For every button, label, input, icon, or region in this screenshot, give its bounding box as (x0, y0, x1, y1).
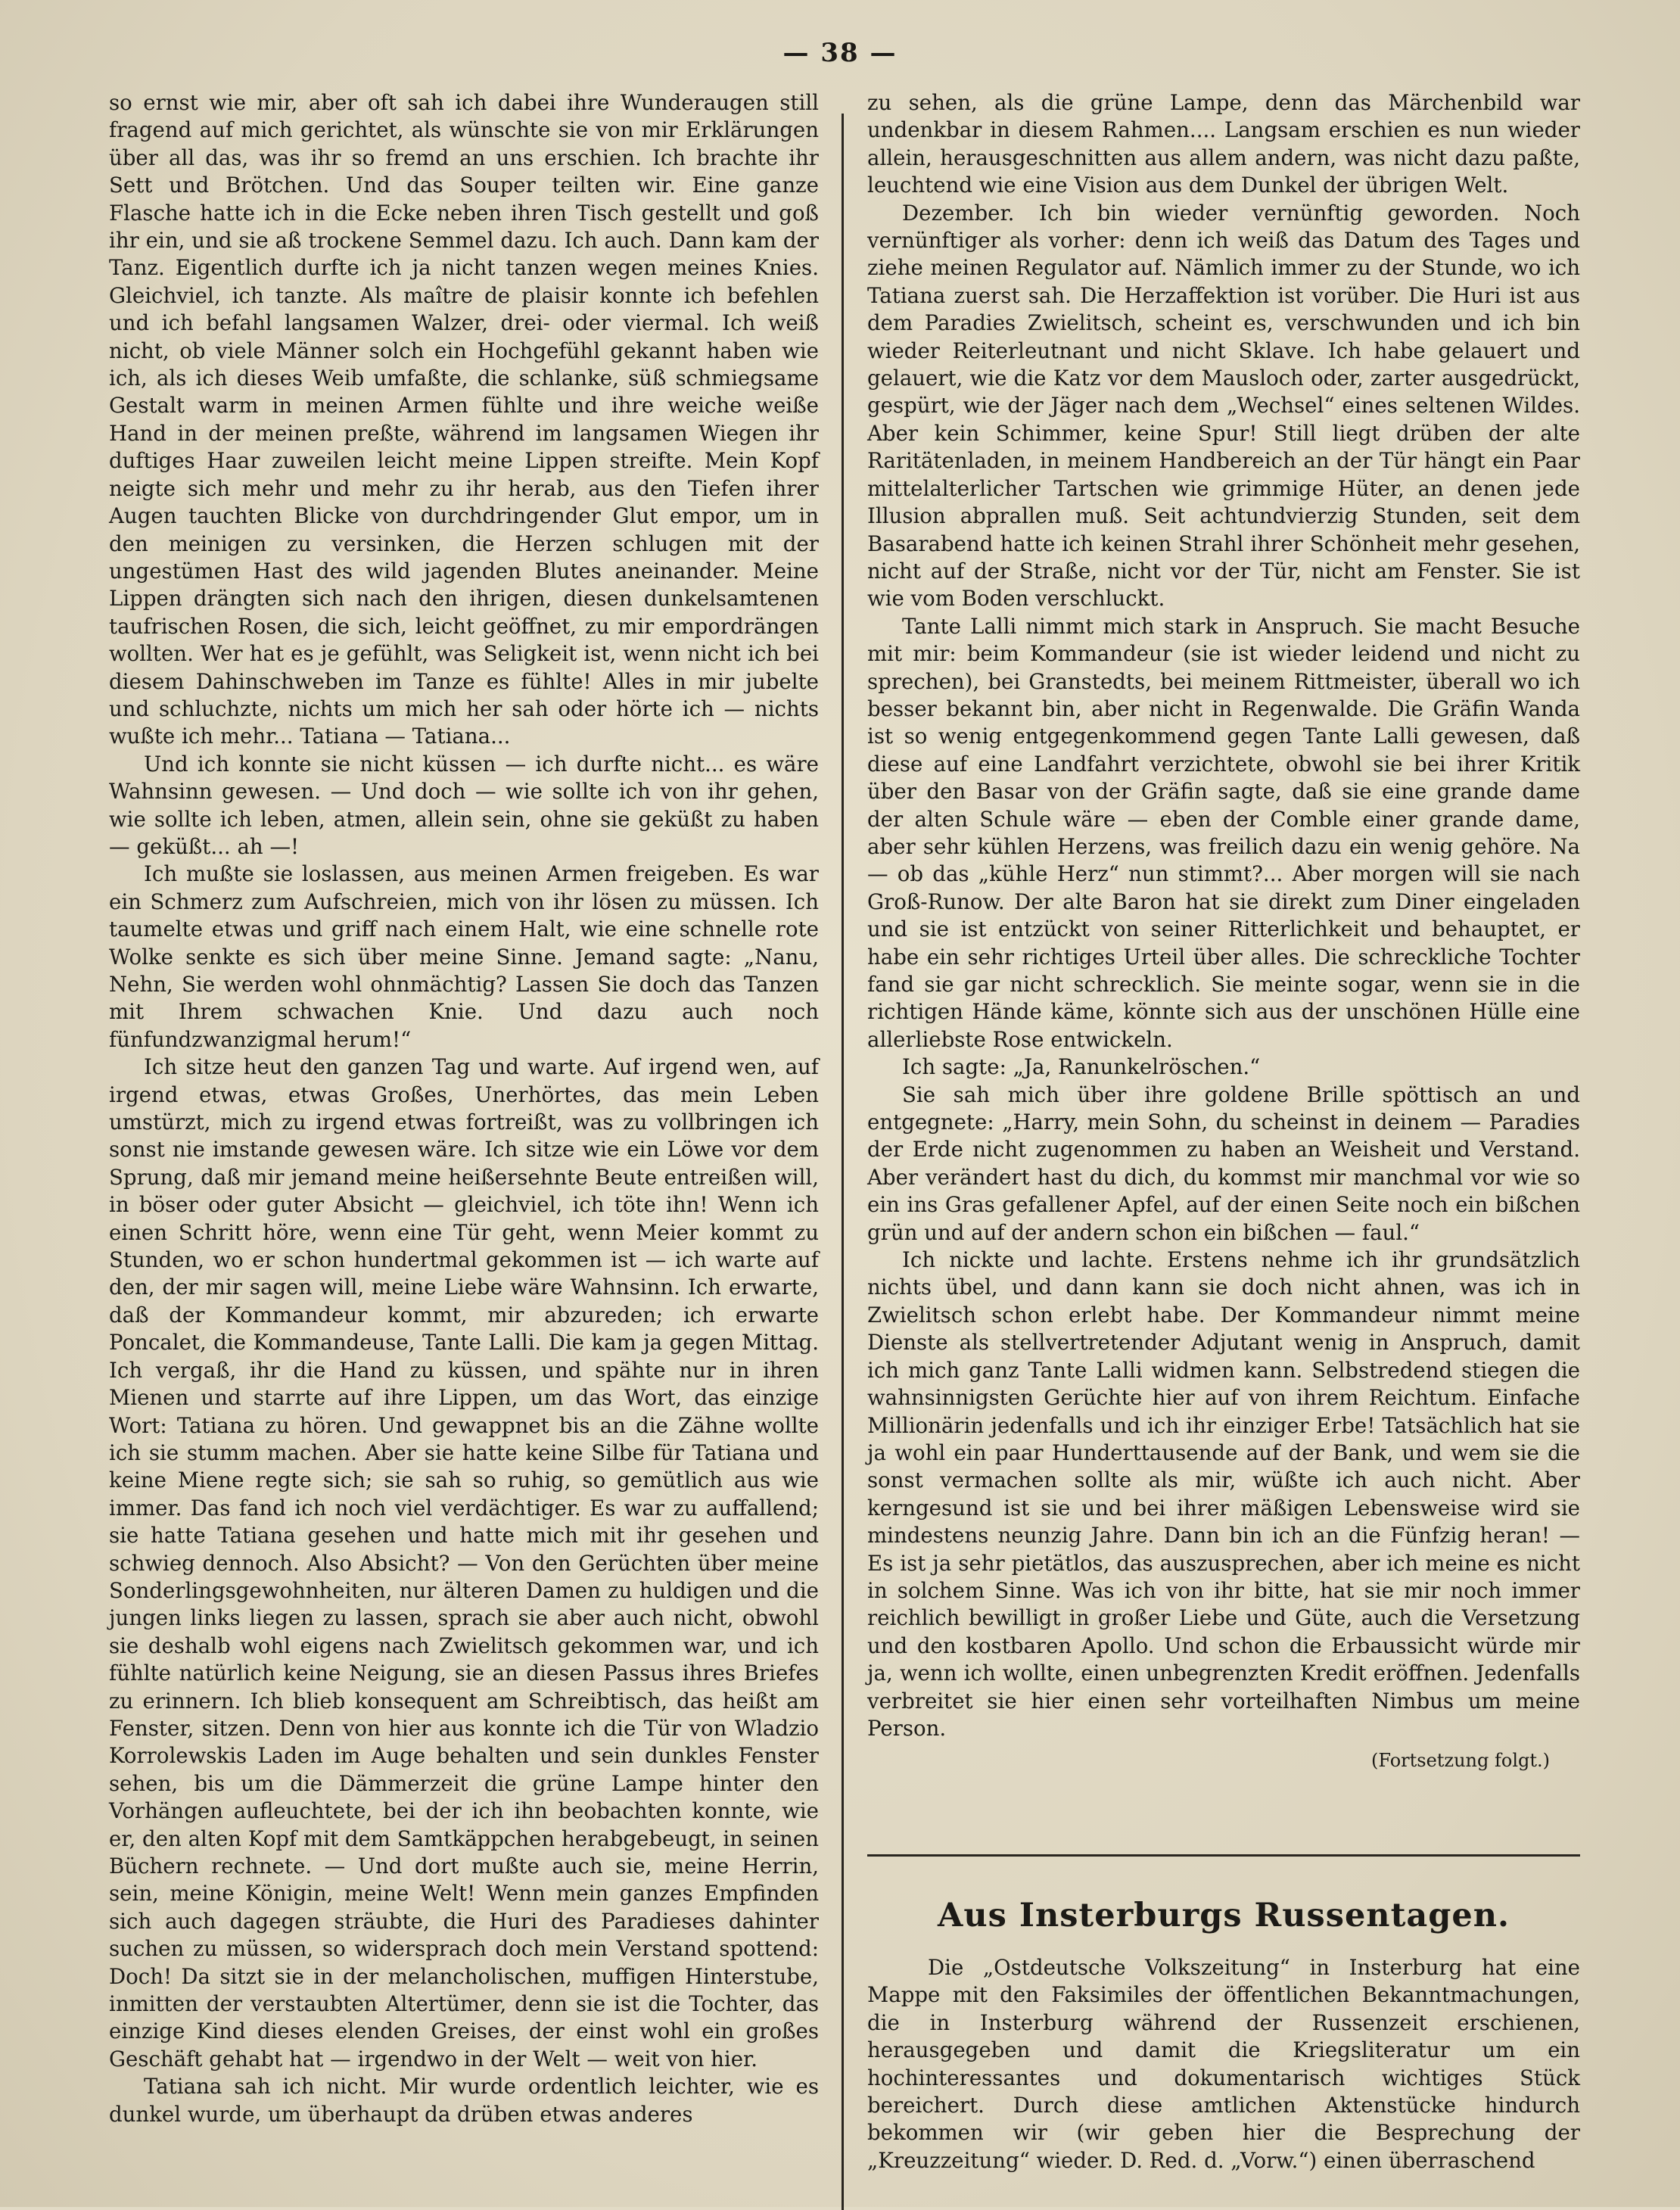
page-number: — 38 — (782, 38, 898, 68)
column-divider (842, 114, 844, 2210)
paragraph: Ich sitze heut den ganzen Tag und warte. Auf irgend wen, auf irgend etwas, etwas Großes, Unerhörtes, das mein Leben umstürzt, mich zu irgend etwas fortreißt, was zu vollbringen ich sonst nie imstande gewesen wäre. Ich sitze wie ein Löwe vor dem Sprung, daß mir jemand meine heißersehnte Beute entreißen will, in böser oder guter Absicht — gleichviel, ich töte ihn! Wenn ich einen Schritt höre, wenn eine Tür geht, wenn Meier kommt zu Stunden, wo er schon hundertmal gekommen ist — ich warte auf den, der mir sagen will, meine Liebe wäre Wahnsinn. Ich erwarte, daß der Kommandeur kommt, mir abzureden; ich erwarte Poncalet, die Kommandeuse, Tante Lalli. Die kam ja gegen Mittag. Ich vergaß, ihr die Hand zu küssen, und spähte nur in ihren Mienen und starrte auf ihre Lippen, um das Wort, das einzige Wort: Tatiana zu hören. Und gewappnet bis an die Zähne wollte ich sie stumm machen. Aber sie hatte keine Silbe für Tatiana und keine Miene regte sich; sie sah so ruhig, so gemütlich aus wie immer. Das fand ich noch viel verdächtiger. Es war zu auffallend; sie hatte Tatiana gesehen und hatte mich mit ihr gesehen und schwieg dennoch. Also Absicht? — Von den Gerüchten über meine Sonderlingsgewohnheiten, nur älteren Damen zu huldigen und die jungen links liegen zu lassen, sprach sie aber auch nicht, obwohl sie deshalb wohl eigens nach Zwielitsch gekommen war, und ich fühlte natürlich keine Neigung, sie an diesen Passus ihres Briefes zu erinnern. Ich blieb konsequent am Schreibtisch, das heißt am Fenster, sitzen. Denn von hier aus konnte ich die Tür von Wladzio Korrolewskis Laden im Auge behalten und sein dunkles Fenster sehen, bis um die Dämmerzeit die grüne Lampe hinter den Vorhängen aufleuchtete, bei der ich ihn beobachten konnte, wie er, den alten Kopf mit dem Samtkäppchen herabgebeugt, in seinen Büchern rechnete. — Und dort mußte auch sie, meine Herrin, sein, meine Königin, meine Welt! Wenn mein ganzes Empfinden sich auch dagegen sträubte, die Huri des Paradieses dahinter suchen zu müssen, so widersprach doch mein Verstand spottend: Doch! Da sitzt sie in der melancholischen, muffigen Hinterstube, inmitten der verstaubten Altertümer, denn sie ist die Tochter, das einzige Kind dieses elenden Greises, der einst wohl ein großes Geschäft gehabt hat — irgendwo in der Welt — weit von hier. (109, 1054, 819, 2071)
paragraph: Tatiana sah ich nicht. Mir wurde ordentlich leichter, wie es dunkel wurde, um überhaupt da drüben etwas anderes (109, 2074, 819, 2127)
paragraph: Ich nickte und lachte. Erstens nehme ich ihr grundsätzlich nichts übel, und dann kann sie doch nicht ahnen, was ich in Zwielitsch schon erlebt habe. Der Kommandeur nimmt meine Dienste als stellvertretender Adjutant wenig in Anspruch, damit ich mich ganz Tante Lalli widmen kann. Selbstredend stiegen die wahnsinnigsten Gerüchte hier auf von ihrem Reichtum. Einfache Millionärin jedenfalls und ich ihr einziger Erbe! Tatsächlich hat sie ja wohl ein paar Hunderttausende auf der Bank, und wem sie die sonst vermachen sollte als mir, wüßte ich auch nicht. Aber kerngesund ist sie und bei ihrer mäßigen Lebensweise wird sie mindestens neunzig Jahre. Dann bin ich an die Fünfzig heran! — Es ist ja sehr pietätlos, das auszusprechen, aber ich meine es nicht in solchem Sinne. Was ich von ihr bitte, hat sie mir noch immer reichlich bewilligt in großer Liebe und Güte, auch die Versetzung und den kostbaren Apollo. Und schon die Erbaussicht würde mir ja, wenn ich wollte, einen unbegrenzten Kredit eröffnen. Jedenfalls verbreitet sie hier einen sehr vorteilhaften Nimbus um meine Person. (867, 1247, 1580, 1741)
paragraph: zu sehen, als die grüne Lampe, denn das Märchenbild war undenkbar in diesem Rahmen.... Langsam erschien es nun wieder allein, herausgeschnitten aus allem andern, was nicht dazu paßte, leuchtend wie eine Vision aus dem Dunkel der übrigen Welt. (867, 90, 1580, 198)
article-headline: Aus Insterburgs Russentagen. (938, 1897, 1510, 1935)
paragraph: Sie sah mich über ihre goldene Brille spöttisch an und entgegnete: „Harry, mein Sohn, du scheinst in deinem — Paradies der Erde nicht zugenommen zu haben an Weisheit und Verstand. Aber verändert hast du dich, du kommst mir manchmal vor wie so ein ins Gras gefallener Apfel, auf der einen Seite noch ein bißchen grün und auf der andern schon ein bißchen — faul.“ (867, 1082, 1580, 1245)
paragraph: Ich mußte sie loslassen, aus meinen Armen freigeben. Es war ein Schmerz zum Aufschreien, mich von ihr lösen zu müssen. Ich taumelte etwas und griff nach einem Halt, wie eine schnelle rote Wolke senkte es sich über meine Sinne. Jemand sagte: „Nanu, Nehn, Sie werden wohl ohnmächtig? Lassen Sie doch das Tanzen mit Ihrem schwachen Knie. Und dazu auch noch fünfundzwanzigmal herum!“ (109, 861, 819, 1052)
left-column (109, 89, 819, 2128)
section-divider (867, 1854, 1580, 1857)
paragraph: Und ich konnte sie nicht küssen — ich durfte nicht... es wäre Wahnsinn gewesen. — Und doch — wie sollte ich von ihr gehen, wie sollte ich leben, atmen, allein sein, ohne sie geküßt zu haben — geküßt... ah —! (109, 751, 819, 859)
continued-note: (Fortsetzung folgt.) (1371, 1750, 1550, 1772)
right-column (867, 89, 1580, 1775)
paragraph: so ernst wie mir, aber oft sah ich dabei ihre Wunderaugen still fragend auf mich gerichtet, als wünschte sie von mir Erklärungen über all das, was ihr so fremd an uns erschien. Ich brachte ihr Sett und Brötchen. Und das Souper teilten wir. Eine ganze Flasche hatte ich in die Ecke neben ihren Tisch gestellt und goß ihr ein, und sie aß trockene Semmel dazu. Ich auch. Dann kam der Tanz. Eigentlich durfte ich ja nicht tanzen wegen meines Knies. Gleichviel, ich tanzte. Als maître de plaisir konnte ich befehlen und ich befahl langsamen Walzer, drei- oder viermal. Ich weiß nicht, ob viele Männer solch ein Hochgefühl gekannt haben wie ich, als ich dieses Weib umfaßte, die schlanke, süß schmiegsame Gestalt warm in meinen Armen fühlte und ihre weiche weiße Hand in der meinen preßte, während im langsamen Wiegen ihr duftiges Haar zuweilen leicht meine Lippen streifte. Mein Kopf neigte sich mehr und mehr zu ihr herab, aus den Tiefen ihrer Augen tauchten Blicke von durchdringender Glut empor, um in den meinigen zu versinken, die Herzen schlugen mit der ungestümen Hast des wild jagenden Blutes aneinander. Meine Lippen drängten sich nach den ihrigen, diesen dunkelsamtenen taufrischen Rosen, die sich, leicht geöffnet, zu mir empordrängen wollten. Wer hat es je gefühlt, was Seligkeit ist, wenn nicht ich bei diesem Dahinschweben im Tanze es fühlte! Alles in mir jubelte und schluchzte, nichts um mich her sah oder hörte ich — nichts wußte ich mehr... Tatiana — Tatiana... (109, 90, 819, 749)
paragraph: Die „Ostdeutsche Volkszeitung“ in Insterburg hat eine Mappe mit den Faksimiles der öffentlichen Bekanntmachungen, die in Insterburg während der Russenzeit erschienen, herausgegeben und damit die Kriegsliteratur um ein hochinteressantes und dokumentarisch wichtiges Stück bereichert. Durch diese amtlichen Aktenstücke hindurch bekommen wir (wir geben hier die Besprechung der „Kreuzzeitung“ wieder. D. Red. d. „Vorw.“) einen überraschend (867, 1955, 1580, 2173)
paragraph: Ich sagte: „Ja, Ranunkelröschen.“ (902, 1054, 1261, 1080)
paragraph: Tante Lalli nimmt mich stark in Anspruch. Sie macht Besuche mit mir: beim Kommandeur (sie ist wieder leidend und nicht zu sprechen), bei Granstedts, bei meinem Rittmeister, überall wo ich besser bekannt bin, aber nicht in Regenwalde. Die Gräfin Wanda ist so wenig entgegenkommend gegen Tante Lalli gewesen, daß diese auf eine Landfahrt verzichtete, obwohl sie bei ihrer Kritik über den Basar von der Gräfin sagte, daß sie eine grande dame der alten Schule wäre — eben der Comble einer grande dame, aber sehr kühlen Herzens, was freilich dazu ein wenig gehöre. Na — ob das „kühle Herz“ nun stimmt?... Aber morgen will sie nach Groß-Runow. Der alte Baron hat sie direkt zum Diner eingeladen und sie ist entzückt von seiner Ritterlichkeit und behauptet, er habe ein sehr richtiges Urteil über alles. Die schreckliche Tochter fand sie gar nicht schrecklich. Sie meinte sogar, wenn sie in die richtigen Hände käme, könnte sich aus der unschönen Hülle eine allerliebste Rose entwickeln. (867, 613, 1580, 1052)
article-body (867, 1954, 1580, 2174)
paragraph: Dezember. Ich bin wieder vernünftig geworden. Noch vernünftiger als vorher: denn ich weiß das Datum des Tages und ziehe meinen Regulator auf. Nämlich immer zu der Stunde, wo ich Tatiana zuerst sah. Die Herzaffektion ist vorüber. Die Huri ist aus dem Paradies Zwielitsch, scheint es, verschwunden und ich bin wieder Reiterleutnant und nicht Sklave. Ich habe gelauert und gelauert, wie die Katz vor dem Mausloch oder, zarter ausgedrückt, gespürt, wie der Jäger nach dem „Wechsel“ eines seltenen Wildes. Aber kein Schimmer, keine Spur! Still liegt drüben der alte Raritätenladen, in meinem Handbereich an der Tür hängt ein Paar mittelalterlicher Tartschen wie grimmige Hüter, an denen jede Illusion abprallen muß. Seit achtundvierzig Stunden, seit dem Basarabend hatte ich keinen Strahl ihrer Schönheit mehr gesehen, nicht auf der Straße, nicht vor der Tür, nicht am Fenster. Sie ist wie vom Boden verschluckt. (867, 200, 1580, 612)
